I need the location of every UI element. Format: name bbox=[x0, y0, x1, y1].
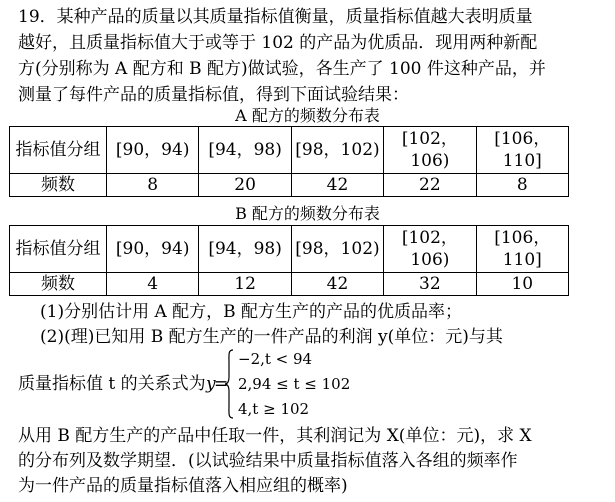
table-a-caption: A 配方的频数分布表 bbox=[235, 106, 380, 125]
table-b-frequency-row bbox=[10, 273, 569, 296]
problem-text-line-2: 越好，且质量指标值大于或等于 102 的产品为优质品．现用两种新配 bbox=[18, 33, 538, 53]
table-a-interval: [94，98) bbox=[199, 127, 291, 174]
question-2-intro: (2)(理)已知用 B 配方生产的一件产品的利润 y(单位：元)与其 bbox=[40, 327, 503, 347]
table-a-interval: [98，102) bbox=[291, 127, 383, 174]
table-b-frequency: 10 bbox=[476, 273, 568, 296]
table-b-header-label: 指标值分组 bbox=[10, 226, 107, 273]
piecewise-case-1: −2,t < 94 bbox=[238, 350, 313, 368]
table-a-header-label: 指标值分组 bbox=[10, 127, 107, 174]
table-a-interval: [102，106) bbox=[384, 127, 476, 174]
left-brace-icon bbox=[224, 349, 234, 419]
table-b-frequency: 12 bbox=[199, 273, 291, 296]
table-b-frequency: 32 bbox=[384, 273, 476, 296]
table-a-header-row bbox=[10, 127, 569, 174]
table-b bbox=[9, 225, 569, 296]
table-b-frequency: 4 bbox=[107, 273, 199, 296]
table-b-interval: [90，94) bbox=[107, 226, 199, 273]
table-a-interval: [90，94) bbox=[107, 127, 199, 174]
tail-line-1: 从用 B 配方生产的产品中任取一件，其利润记为 X(单位：元)，求 X bbox=[18, 426, 532, 446]
table-b-interval: [106，110] bbox=[476, 226, 568, 273]
y-variable: y bbox=[206, 374, 216, 394]
problem-text-line-1: 19．某种产品的质量以其质量指标值衡量，质量指标值越大表明质量 bbox=[18, 7, 533, 27]
table-b-interval: [98，102) bbox=[291, 226, 383, 273]
table-b-header-row bbox=[10, 226, 569, 273]
problem-text-line-4: 测量了每件产品的质量指标值，得到下面试验结果： bbox=[18, 85, 409, 105]
relation-prefix: 质量指标值 t 的关系式为 bbox=[18, 374, 206, 394]
table-b-interval: [94，98) bbox=[199, 226, 291, 273]
table-a-frequency: 8 bbox=[476, 174, 568, 197]
table-a-frequency: 20 bbox=[199, 174, 291, 197]
problem-text-line-3: 方(分别称为 A 配方和 B 配方)做试验，各生产了 100 件这种产品，并 bbox=[18, 59, 546, 79]
table-b-interval: [102，106) bbox=[384, 226, 476, 273]
equals-sign: = bbox=[214, 374, 229, 394]
table-a-frequency: 42 bbox=[291, 174, 383, 197]
table-a bbox=[9, 126, 569, 197]
table-b-caption: B 配方的频数分布表 bbox=[235, 204, 380, 223]
question-1: (1)分别估计用 A 配方，B 配方生产的产品的优质品率； bbox=[40, 302, 463, 322]
table-a-frequency: 8 bbox=[107, 174, 199, 197]
piecewise-function bbox=[224, 349, 354, 419]
tail-line-2: 的分布列及数学期望．(以试验结果中质量指标值落入各组的频率作 bbox=[18, 451, 518, 471]
tail-line-3: 为一件产品的质量指标值落入相应组的概率) bbox=[18, 476, 348, 496]
table-a-interval: [106，110] bbox=[476, 127, 568, 174]
table-a-frequency: 22 bbox=[384, 174, 476, 197]
table-b-frequency: 42 bbox=[291, 273, 383, 296]
table-a-frequency-row bbox=[10, 174, 569, 197]
table-b-row-label: 频数 bbox=[10, 273, 107, 296]
table-a-row-label: 频数 bbox=[10, 174, 107, 197]
piecewise-case-3: 4,t ≥ 102 bbox=[238, 400, 310, 418]
piecewise-case-2: 2,94 ≤ t ≤ 102 bbox=[238, 375, 351, 393]
